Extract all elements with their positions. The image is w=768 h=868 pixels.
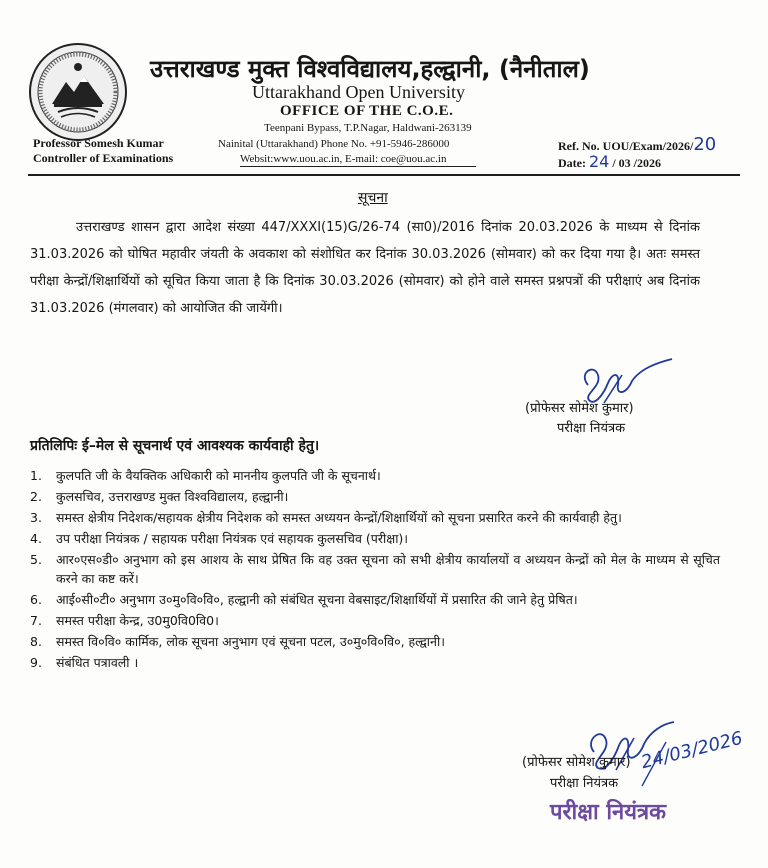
notice-body: उत्तराखण्ड शासन द्वारा आदेश संख्या 447/XXXI(15)G/26-74 (सा0)/2016 दिनांक 20.03.2026 के माध्यम से दिनांक 31.03.2026 को घोषित महावीर जंयती के अवकाश को संशोधित कर दिनांक 30.03.2026 (सोमवार) को कर दिया गया है। अतः समस्त परीक्षा केन्द्रों/शिक्षार्थियों को सूचित किया जाता है कि दिनांक 30.03.2026 (सोमवार) को होने वाले समस्त प्रश्नपत्रों की परीक्षाएं अब दिनांक 31.03.2026 (मंगलवार) को आयोजित की जायेंगी। [30, 220, 700, 316]
list-item: 6. आई०सी०टी० अनुभाग उ०मु०वि०वि०, हल्द्वानी को संबंधित सूचना वेबसाइट/शिक्षार्थियों में प्रसारित की जाने हेतु प्रेषित। [30, 592, 578, 607]
officer-title: Controller of Examinations [33, 151, 174, 165]
university-logo-icon [28, 42, 128, 142]
university-name-hindi: उत्तराखण्ड मुक्त विश्वविद्यालय,हल्द्वानी, (नैनीताल) [150, 55, 590, 83]
handwritten-date: 24/03/2026 [639, 727, 745, 774]
date-day-handwritten: 24 [588, 152, 610, 171]
list-item: 7. समस्त परीक्षा केन्द्र, उ0मु0वि0वि0। [30, 613, 219, 628]
list-item: 3. समस्त क्षेत्रीय निदेशक/सहायक क्षेत्रीय निदेशक को समस्त अध्ययन केन्द्रों/शिक्षार्थियों को सूचना प्रसारित करने की कार्यवाही हेतु। [30, 510, 622, 525]
list-item: 1. कुलपति जी के वैयक्तिक अधिकारी को माननीय कुलपति जी के सूचनार्थ। [30, 468, 381, 483]
ref-label: Ref. No. UOU/Exam/2026/ [558, 139, 694, 153]
university-name-english: Uttarakhand Open University [252, 82, 465, 102]
office-phone: Nainital (Uttarakhand) Phone No. +91-5946-286000 [218, 138, 450, 150]
date-label: Date: [558, 156, 586, 170]
list-item: 4. उप परीक्षा नियंत्रक / सहायक परीक्षा नियंत्रक एवं सहायक कुलसचिव (परीक्षा)। [30, 531, 409, 546]
officer-block [33, 136, 173, 166]
copy-to-heading: प्रतिलिपिः ई–मेल से सूचनार्थ एवं आवश्यक कार्यवाही हेतु। [30, 438, 320, 454]
signatory-name-2: (प्रोफेसर सोमेश कुमार) [522, 755, 631, 770]
office-web-email: Websit:www.uou.ac.in, E-mail: coe@uou.ac.in [240, 153, 447, 165]
officer-name: Professor Somesh Kumar [33, 136, 164, 150]
list-item: 8. समस्त वि०वि० कार्मिक, लोक सूचना अनुभाग एवं सूचना पटल, उ०मु०वि०वि०, हल्द्वानी। [30, 634, 445, 649]
date-rest: / 03 /2026 [612, 156, 662, 170]
header-divider [28, 174, 740, 176]
list-item: 5. आर०एस०डी० अनुभाग को इस आशय के साथ प्रेषित कि वह उक्त सूचना को सभी क्षेत्रीय कार्यालयों व अध्ययन केन्द्रों को मेल के माध्यम से सूचित करने का कष्ट करें। [30, 552, 720, 586]
notice-heading: सूचना [358, 190, 388, 206]
signatory-designation-1: परीक्षा नियंत्रक [557, 421, 626, 436]
distribution-list [30, 466, 720, 674]
office-title: OFFICE OF THE C.O.E. [280, 103, 454, 119]
ref-number-handwritten: 20 [693, 134, 717, 155]
list-item: 9. संबंधित पत्रावली । [30, 655, 139, 670]
signatory-designation-2: परीक्षा नियंत्रक [550, 776, 619, 791]
office-address: Teenpani Bypass, T.P.Nagar, Haldwani-263139 [264, 122, 472, 134]
designation-stamp: परीक्षा नियंत्रक [550, 800, 667, 825]
signatory-name-1: (प्रोफेसर सोमेश कुमार) [525, 401, 634, 416]
web-underline [240, 166, 476, 167]
reference-block [558, 134, 717, 171]
list-item: 2. कुलसचिव, उत्तराखण्ड मुक्त विश्वविद्यालय, हल्द्वानी। [30, 489, 289, 504]
